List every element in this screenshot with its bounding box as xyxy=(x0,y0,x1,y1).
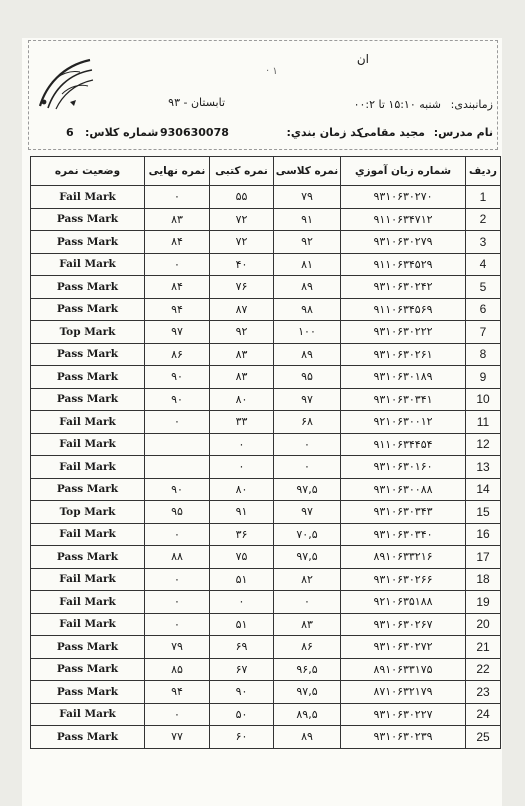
status-cell: Fail Mark xyxy=(31,411,145,434)
institute-name: ان xyxy=(356,52,369,66)
term-label: تابستان - ۹۳ xyxy=(168,96,225,109)
table-row xyxy=(31,703,501,726)
row-number-cell: 5 xyxy=(466,276,501,299)
status-cell: Pass Mark xyxy=(31,546,145,569)
class-score-cell: ۸۳ xyxy=(274,613,341,636)
student-id-cell: ۹۳۱۰۶۳۰۲۶۱ xyxy=(341,343,466,366)
table-row xyxy=(31,366,501,389)
table-row xyxy=(31,321,501,344)
institute-logo xyxy=(32,52,98,112)
row-number-cell: 6 xyxy=(466,298,501,321)
table-row xyxy=(31,433,501,456)
table-row xyxy=(31,591,501,614)
table-row xyxy=(31,613,501,636)
student-id-cell: ۹۱۱۰۶۳۴۴۵۴ xyxy=(341,433,466,456)
written-score-cell: ۵۱ xyxy=(210,568,274,591)
row-number-cell: 25 xyxy=(466,726,501,749)
class-score-cell: ۹۷,۵ xyxy=(274,478,341,501)
class-score-cell: ۷۹ xyxy=(274,186,341,209)
column-header-final-score: نمره نهایی xyxy=(145,157,210,186)
status-cell: Pass Mark xyxy=(31,726,145,749)
class-score-cell: ۹۵ xyxy=(274,366,341,389)
written-score-cell: ۹۰ xyxy=(210,681,274,704)
table-body xyxy=(31,186,501,749)
status-cell: Fail Mark xyxy=(31,568,145,591)
written-score-cell: ۰ xyxy=(210,433,274,456)
table-row xyxy=(31,208,501,231)
student-id-cell: ۹۳۱۰۶۳۰۲۲۷ xyxy=(341,703,466,726)
column-header-written-score: نمره کتبی xyxy=(210,157,274,186)
table-row xyxy=(31,456,501,479)
table-row xyxy=(31,501,501,524)
schedule-label: زمانبندی: xyxy=(450,98,493,111)
written-score-cell: ۷۵ xyxy=(210,546,274,569)
class-score-cell: ۹۱ xyxy=(274,208,341,231)
class-score-cell: ۸۹,۵ xyxy=(274,703,341,726)
table-row xyxy=(31,478,501,501)
class-score-cell: ۰ xyxy=(274,456,341,479)
row-number-cell: 13 xyxy=(466,456,501,479)
student-id-cell: ۹۳۱۰۶۳۰۲۳۹ xyxy=(341,726,466,749)
class-number-label: شماره کلاس: xyxy=(85,126,159,139)
row-number-cell: 18 xyxy=(466,568,501,591)
final-score-cell xyxy=(145,456,210,479)
written-score-cell: ۶۹ xyxy=(210,636,274,659)
final-score-cell: ۸۸ xyxy=(145,546,210,569)
table-row xyxy=(31,231,501,254)
row-number-cell: 20 xyxy=(466,613,501,636)
student-id-cell: ۹۳۱۰۶۳۰۲۴۲ xyxy=(341,276,466,299)
class-score-cell: ۶۸ xyxy=(274,411,341,434)
row-number-cell: 17 xyxy=(466,546,501,569)
table-row xyxy=(31,276,501,299)
status-cell: Fail Mark xyxy=(31,253,145,276)
final-score-cell: ۰ xyxy=(145,613,210,636)
student-id-cell: ۹۳۱۰۶۳۰۰۸۸ xyxy=(341,478,466,501)
student-id-cell: ۹۳۱۰۶۳۰۱۸۹ xyxy=(341,366,466,389)
column-header-status: وضعیت نمره xyxy=(31,157,145,186)
status-cell: Top Mark xyxy=(31,501,145,524)
row-number-cell: 16 xyxy=(466,523,501,546)
schedule-value: شنبه ۱۵:۱۰ تا ۰۰:۲ xyxy=(353,98,441,111)
status-cell: Pass Mark xyxy=(31,681,145,704)
final-score-cell: ۸۶ xyxy=(145,343,210,366)
class-score-cell: ۹۷ xyxy=(274,388,341,411)
final-score-cell: ۷۹ xyxy=(145,636,210,659)
written-score-cell: ۷۲ xyxy=(210,231,274,254)
final-score-cell: ۸۵ xyxy=(145,658,210,681)
status-cell: Fail Mark xyxy=(31,613,145,636)
written-score-cell: ۶۷ xyxy=(210,658,274,681)
final-score-cell: ۰ xyxy=(145,186,210,209)
class-score-cell: ۹۲ xyxy=(274,231,341,254)
status-cell: Pass Mark xyxy=(31,388,145,411)
written-score-cell: ۸۳ xyxy=(210,366,274,389)
table-row xyxy=(31,726,501,749)
final-score-cell: ۷۷ xyxy=(145,726,210,749)
table-row xyxy=(31,298,501,321)
written-score-cell: ۳۶ xyxy=(210,523,274,546)
final-score-cell: ۸۴ xyxy=(145,276,210,299)
final-score-cell: ۰ xyxy=(145,591,210,614)
schedule-code-value: 930630078 xyxy=(160,126,229,139)
status-cell: Pass Mark xyxy=(31,343,145,366)
student-id-cell: ۹۱۱۰۶۳۴۷۱۲ xyxy=(341,208,466,231)
student-id-cell: ۹۳۱۰۶۳۰۲۷۲ xyxy=(341,636,466,659)
table-row xyxy=(31,388,501,411)
status-cell: Pass Mark xyxy=(31,208,145,231)
student-id-cell: ۹۱۱۰۶۳۴۵۶۹ xyxy=(341,298,466,321)
final-score-cell: ۹۷ xyxy=(145,321,210,344)
written-score-cell: ۳۳ xyxy=(210,411,274,434)
student-id-cell: ۸۹۱۰۶۳۳۲۱۶ xyxy=(341,546,466,569)
class-score-cell: ۸۲ xyxy=(274,568,341,591)
class-score-cell: ۸۹ xyxy=(274,343,341,366)
table-row xyxy=(31,681,501,704)
status-cell: Fail Mark xyxy=(31,591,145,614)
student-id-cell: ۹۲۱۰۶۳۵۱۸۸ xyxy=(341,591,466,614)
written-score-cell: ۰ xyxy=(210,456,274,479)
written-score-cell: ۸۳ xyxy=(210,343,274,366)
student-id-cell: ۹۳۱۰۶۳۰۱۶۰ xyxy=(341,456,466,479)
status-cell: Pass Mark xyxy=(31,658,145,681)
written-score-cell: ۷۶ xyxy=(210,276,274,299)
student-id-cell: ۹۳۱۰۶۳۰۲۷۹ xyxy=(341,231,466,254)
class-score-cell: ۷۰,۵ xyxy=(274,523,341,546)
status-cell: Fail Mark xyxy=(31,433,145,456)
written-score-cell: ۰ xyxy=(210,591,274,614)
status-cell: Fail Mark xyxy=(31,523,145,546)
student-id-cell: ۹۳۱۰۶۳۰۲۶۷ xyxy=(341,613,466,636)
student-id-cell: ۹۳۱۰۶۳۰۳۴۱ xyxy=(341,388,466,411)
table-row xyxy=(31,186,501,209)
row-number-cell: 22 xyxy=(466,658,501,681)
row-number-cell: 19 xyxy=(466,591,501,614)
teacher-name: مجید مقامی xyxy=(358,126,425,139)
student-id-cell: ۸۹۱۰۶۳۳۱۷۵ xyxy=(341,658,466,681)
written-score-cell: ۵۵ xyxy=(210,186,274,209)
class-score-cell: ۸۱ xyxy=(274,253,341,276)
table-row xyxy=(31,411,501,434)
final-score-cell: ۰ xyxy=(145,411,210,434)
row-number-cell: 12 xyxy=(466,433,501,456)
final-score-cell: ۸۳ xyxy=(145,208,210,231)
class-score-cell: ۰ xyxy=(274,433,341,456)
column-header-student-id: شماره زبان آموزي xyxy=(341,157,466,186)
row-number-cell: 2 xyxy=(466,208,501,231)
student-id-cell: ۹۳۱۰۶۳۰۲۲۲ xyxy=(341,321,466,344)
table-row xyxy=(31,658,501,681)
written-score-cell: ۹۲ xyxy=(210,321,274,344)
written-score-cell: ۵۰ xyxy=(210,703,274,726)
row-number-cell: 7 xyxy=(466,321,501,344)
final-score-cell: ۹۵ xyxy=(145,501,210,524)
table-row xyxy=(31,253,501,276)
written-score-cell: ۸۰ xyxy=(210,388,274,411)
class-score-cell: ۹۸ xyxy=(274,298,341,321)
final-score-cell: ۰ xyxy=(145,253,210,276)
status-cell: Pass Mark xyxy=(31,478,145,501)
column-header-row-number: رديف xyxy=(466,157,501,186)
final-score-cell: ۹۰ xyxy=(145,388,210,411)
row-number-cell: 8 xyxy=(466,343,501,366)
class-score-cell: ۹۷,۵ xyxy=(274,681,341,704)
final-score-cell: ۰ xyxy=(145,703,210,726)
class-number-value: 6 xyxy=(66,126,74,139)
written-score-cell: ۸۷ xyxy=(210,298,274,321)
final-score-cell: ۹۴ xyxy=(145,298,210,321)
row-number-cell: 15 xyxy=(466,501,501,524)
row-number-cell: 4 xyxy=(466,253,501,276)
student-id-cell: ۹۳۱۰۶۳۰۲۶۶ xyxy=(341,568,466,591)
student-id-cell: ۹۳۱۰۶۳۰۳۴۳ xyxy=(341,501,466,524)
class-score-cell: ۸۹ xyxy=(274,276,341,299)
final-score-cell: ۹۰ xyxy=(145,366,210,389)
status-cell: Fail Mark xyxy=(31,456,145,479)
status-cell: Fail Mark xyxy=(31,186,145,209)
schedule-code-label: کد زمان بندي: xyxy=(286,126,363,139)
written-score-cell: ۶۰ xyxy=(210,726,274,749)
grades-table xyxy=(30,156,501,749)
class-score-cell: ۸۶ xyxy=(274,636,341,659)
final-score-cell: ۰ xyxy=(145,568,210,591)
status-cell: Fail Mark xyxy=(31,703,145,726)
class-score-cell: ۹۷,۵ xyxy=(274,546,341,569)
written-score-cell: ۴۰ xyxy=(210,253,274,276)
table-row xyxy=(31,546,501,569)
row-number-cell: 1 xyxy=(466,186,501,209)
student-id-cell: ۹۳۱۰۶۳۰۳۴۰ xyxy=(341,523,466,546)
row-number-cell: 10 xyxy=(466,388,501,411)
written-score-cell: ۷۲ xyxy=(210,208,274,231)
student-id-cell: ۹۱۱۰۶۳۴۵۲۹ xyxy=(341,253,466,276)
table-header-row xyxy=(31,157,501,186)
column-header-class-score: نمره کلاسی xyxy=(274,157,341,186)
final-score-cell: ۰ xyxy=(145,523,210,546)
table-row xyxy=(31,523,501,546)
final-score-cell: ۸۴ xyxy=(145,231,210,254)
written-score-cell: ۹۱ xyxy=(210,501,274,524)
class-score-cell: ۰ xyxy=(274,591,341,614)
status-cell: Pass Mark xyxy=(31,636,145,659)
class-score-cell: ۹۷ xyxy=(274,501,341,524)
final-score-cell: ۹۴ xyxy=(145,681,210,704)
student-id-cell: ۹۲۱۰۶۳۰۰۱۲ xyxy=(341,411,466,434)
status-cell: Pass Mark xyxy=(31,276,145,299)
written-score-cell: ۸۰ xyxy=(210,478,274,501)
final-score-cell: ۹۰ xyxy=(145,478,210,501)
class-score-cell: ۸۹ xyxy=(274,726,341,749)
stray-mark: · ۱ xyxy=(266,66,278,77)
row-number-cell: 21 xyxy=(466,636,501,659)
row-number-cell: 9 xyxy=(466,366,501,389)
written-score-cell: ۵۱ xyxy=(210,613,274,636)
row-number-cell: 3 xyxy=(466,231,501,254)
status-cell: Top Mark xyxy=(31,321,145,344)
teacher-label: نام مدرس: xyxy=(433,126,493,139)
final-score-cell xyxy=(145,433,210,456)
class-score-cell: ۹۶,۵ xyxy=(274,658,341,681)
table-row xyxy=(31,568,501,591)
row-number-cell: 24 xyxy=(466,703,501,726)
student-id-cell: ۹۳۱۰۶۳۰۲۷۰ xyxy=(341,186,466,209)
row-number-cell: 14 xyxy=(466,478,501,501)
status-cell: Pass Mark xyxy=(31,298,145,321)
student-id-cell: ۸۷۱۰۶۳۲۱۷۹ xyxy=(341,681,466,704)
row-number-cell: 11 xyxy=(466,411,501,434)
class-score-cell: ۱۰۰ xyxy=(274,321,341,344)
status-cell: Pass Mark xyxy=(31,366,145,389)
table-row xyxy=(31,636,501,659)
row-number-cell: 23 xyxy=(466,681,501,704)
table-row xyxy=(31,343,501,366)
status-cell: Pass Mark xyxy=(31,231,145,254)
